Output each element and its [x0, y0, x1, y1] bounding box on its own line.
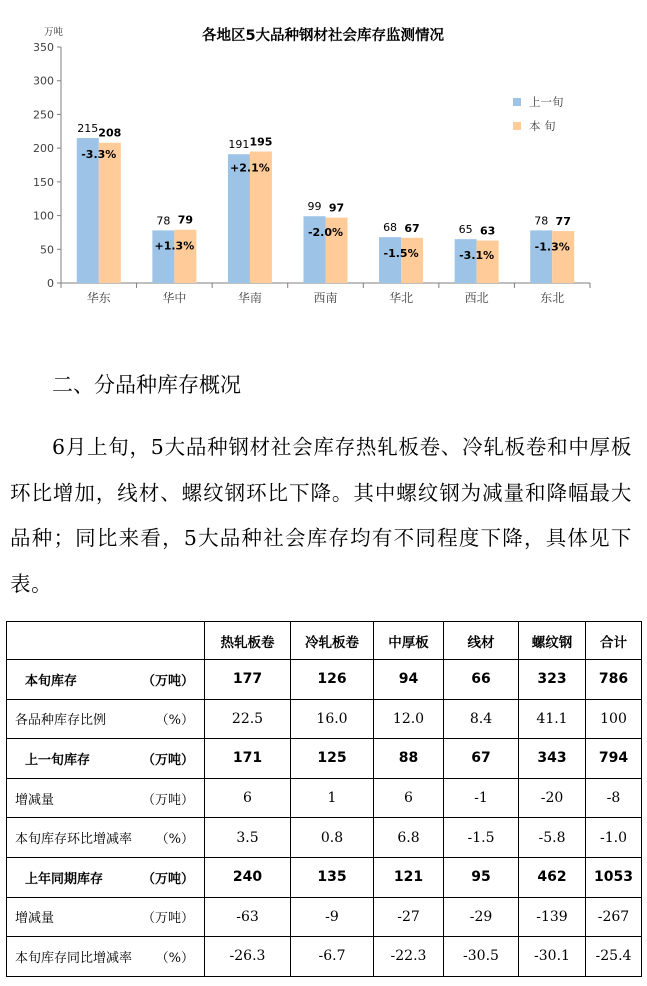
row-label: 上年同期库存	[25, 871, 104, 887]
table-cell: -1.5	[444, 818, 519, 858]
table-cell: 794	[586, 739, 642, 779]
table-cell: 95	[444, 857, 519, 897]
x-tick-label: 东北	[540, 291, 565, 305]
change-label: +2.1%	[230, 161, 270, 175]
change-label: -1.3%	[534, 240, 570, 254]
table-cell: -22.3	[374, 937, 444, 977]
table-row	[7, 699, 642, 739]
bar-previous	[530, 230, 552, 283]
table-cell: 6	[205, 778, 291, 818]
x-tick-label: 华南	[237, 291, 262, 305]
value-label-previous: 78	[156, 214, 171, 228]
value-label-current: 195	[249, 135, 273, 149]
x-tick-label: 华北	[389, 291, 414, 305]
table-cell: -1.0	[586, 818, 642, 858]
table-cell: -26.3	[205, 937, 291, 977]
table-cell: 22.5	[205, 699, 291, 739]
value-label-current: 77	[555, 215, 571, 229]
table-header: 热轧板卷	[205, 622, 291, 660]
value-label-current: 97	[328, 201, 345, 215]
table-cell: 125	[291, 739, 374, 779]
table-cell: -30.5	[444, 937, 519, 977]
table-cell: 135	[291, 857, 374, 897]
table-cell: 6	[374, 778, 444, 818]
table-cell: -25.4	[586, 937, 642, 977]
table-cell: 94	[374, 660, 444, 700]
change-label: +1.3%	[154, 239, 195, 253]
table-cell: -6.7	[291, 937, 374, 977]
y-tick-label: 200	[33, 142, 54, 156]
table-cell: 88	[374, 739, 444, 779]
row-label: 各品种库存比例	[15, 713, 107, 729]
bar-current	[99, 143, 121, 283]
row-unit: （万吨）	[141, 871, 194, 887]
x-tick-label: 西北	[464, 291, 489, 305]
row-unit: （万吨）	[141, 792, 194, 808]
table-cell: -9	[291, 897, 374, 937]
table-cell: 12.0	[374, 699, 444, 739]
table-cell: -27	[374, 897, 444, 937]
table-cell: 462	[519, 857, 586, 897]
y-tick-label: 250	[33, 108, 54, 122]
table-cell: -1	[444, 778, 519, 818]
y-tick-label: 50	[40, 243, 54, 257]
table-cell: -139	[519, 897, 586, 937]
section-title: 二、分品种库存概况	[52, 373, 241, 397]
legend-label: 本 旬	[529, 119, 556, 133]
change-label: -3.1%	[459, 249, 495, 263]
bar-current	[174, 230, 196, 283]
table-row	[7, 818, 642, 858]
table-cell: -63	[205, 897, 291, 937]
row-header	[7, 739, 205, 779]
value-label-current: 63	[479, 224, 496, 238]
y-tick-label: 150	[33, 175, 54, 189]
row-label: 上一旬库存	[25, 752, 91, 768]
value-label-current: 67	[404, 221, 420, 235]
value-label-previous: 78	[534, 214, 549, 228]
table-cell: 41.1	[519, 699, 586, 739]
row-label: 本旬库存	[25, 673, 78, 689]
table-row	[7, 739, 642, 779]
table-row	[7, 937, 642, 977]
row-label: 本旬库存环比增减率	[15, 832, 133, 848]
row-header	[7, 857, 205, 897]
table-cell: 1053	[586, 857, 642, 897]
table-cell: 6.8	[374, 818, 444, 858]
table-cell: 177	[205, 660, 291, 700]
table-cell: -267	[586, 897, 642, 937]
y-tick-label: 300	[33, 74, 54, 88]
value-label-current: 79	[177, 213, 194, 227]
table-header-row	[7, 622, 642, 660]
row-label: 本旬库存同比增减率	[15, 950, 133, 966]
table-row	[7, 778, 642, 818]
legend-label: 上一旬	[529, 95, 564, 109]
inventory-bar-chart	[0, 0, 647, 330]
value-label-previous: 191	[228, 138, 250, 152]
bar-previous	[152, 230, 174, 283]
row-header	[7, 699, 205, 739]
row-unit: （万吨）	[141, 673, 194, 689]
row-label: 增减量	[15, 911, 55, 927]
table-header: 线材	[444, 622, 519, 660]
x-tick-label: 西南	[313, 291, 338, 305]
summary-paragraph: 6月上旬，5大品种钢材社会库存热轧板卷、冷轧板卷和中厚板环比增加，线材、螺纹钢环比下降。其中螺纹钢为减量和降幅最大品种；同比来看，5大品种社会库存均有不同程度下降，具体见下表。	[10, 435, 632, 596]
value-label-current: 208	[98, 126, 122, 140]
value-label-previous: 68	[383, 221, 398, 235]
table-cell: 100	[586, 699, 642, 739]
table-cell: 8.4	[444, 699, 519, 739]
chart-title: 各地区5大品种钢材社会库存监测情况	[201, 28, 445, 44]
table-row	[7, 857, 642, 897]
table-cell: 3.5	[205, 818, 291, 858]
table-cell: -5.8	[519, 818, 586, 858]
row-header	[7, 778, 205, 818]
y-tick-label: 350	[33, 41, 54, 54]
bar-current	[401, 238, 423, 283]
table-cell: -20	[519, 778, 586, 818]
legend-swatch	[513, 122, 521, 130]
row-header	[7, 937, 205, 977]
table-header: 螺纹钢	[519, 622, 586, 660]
table-cell: 343	[519, 739, 586, 779]
table-row	[7, 897, 642, 937]
y-tick-label: 0	[47, 277, 54, 290]
row-unit: （万吨）	[141, 752, 194, 768]
table-cell: -8	[586, 778, 642, 818]
x-tick-label: 华东	[86, 291, 111, 305]
value-label-previous: 215	[77, 122, 99, 136]
y-tick-label: 100	[33, 209, 54, 223]
table-cell: 240	[205, 857, 291, 897]
table-cell: 0.8	[291, 818, 374, 858]
change-label: -2.0%	[307, 226, 344, 240]
row-unit: （%）	[155, 832, 194, 848]
table-cell: 67	[444, 739, 519, 779]
table-corner	[7, 622, 205, 660]
table-cell: 121	[374, 857, 444, 897]
table-cell: 1	[291, 778, 374, 818]
inventory-table	[6, 621, 642, 977]
change-label: -1.5%	[383, 247, 419, 261]
table-cell: 786	[586, 660, 642, 700]
table-cell: 66	[444, 660, 519, 700]
table-cell: 171	[205, 739, 291, 779]
table-cell: 323	[519, 660, 586, 700]
value-label-previous: 99	[307, 200, 322, 214]
table-header: 冷轧板卷	[291, 622, 374, 660]
table-header: 合计	[586, 622, 642, 660]
row-header	[7, 818, 205, 858]
table-row	[7, 660, 642, 700]
legend-swatch	[513, 98, 521, 106]
change-label: -3.3%	[81, 148, 117, 162]
bar-current	[552, 231, 574, 283]
y-axis-unit: 万吨	[44, 27, 64, 38]
row-unit: （%）	[155, 950, 194, 966]
table-header: 中厚板	[374, 622, 444, 660]
row-unit: （%）	[155, 713, 194, 729]
x-tick-label: 华中	[162, 291, 187, 305]
value-label-previous: 65	[458, 223, 473, 237]
row-unit: （万吨）	[141, 911, 194, 927]
table-cell: -30.1	[519, 937, 586, 977]
row-header	[7, 660, 205, 700]
row-label: 增减量	[15, 792, 55, 808]
table-cell: 16.0	[291, 699, 374, 739]
row-header	[7, 897, 205, 937]
table-cell: 126	[291, 660, 374, 700]
table-cell: -29	[444, 897, 519, 937]
